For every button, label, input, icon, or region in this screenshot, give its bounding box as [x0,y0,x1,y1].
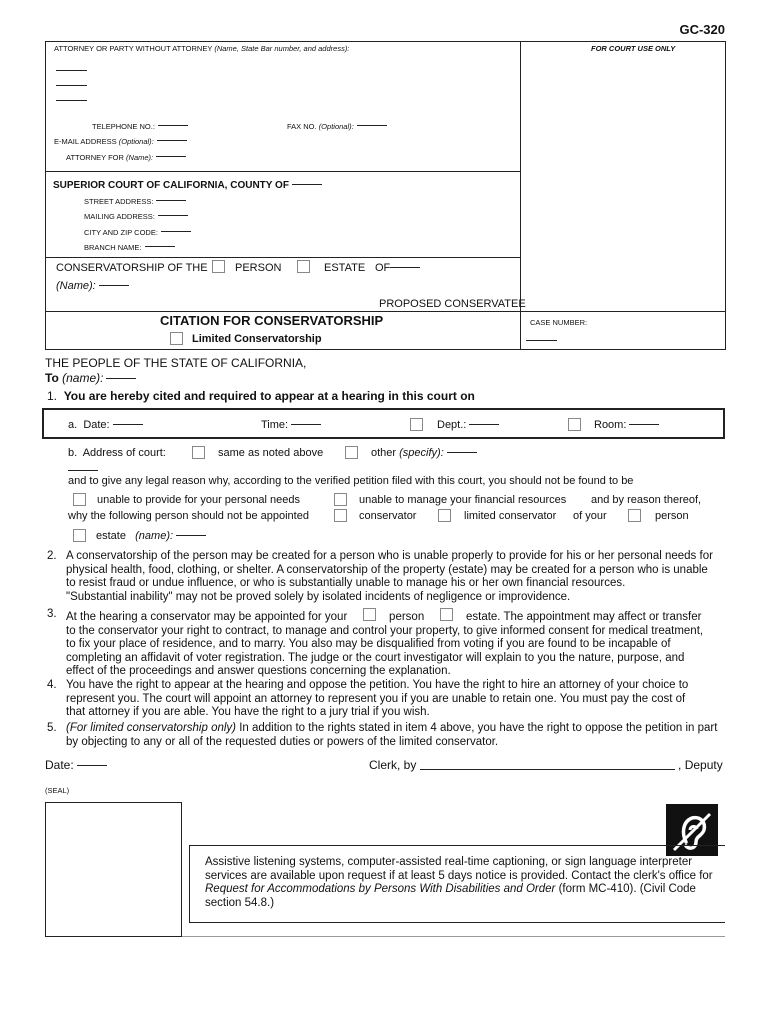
fax-field[interactable]: FAX NO. (Optional): [287,122,387,131]
clerk-signature-line [420,769,675,770]
attorney-label: ATTORNEY OR PARTY WITHOUT ATTORNEY (Name, State Bar number, and address): [54,44,350,53]
same-address-checkbox[interactable] [192,446,205,459]
people-heading: THE PEOPLE OF THE STATE OF CALIFORNIA, [45,356,307,370]
limited-conservatorship-label: Limited Conservatorship [192,333,322,345]
appoint-person-label: person [655,510,689,522]
document-title: CITATION FOR CONSERVATORSHIP [160,313,384,328]
item-4: 4. You have the right to appear at the hearing and oppose the petition. You have the right to hire an attorney of your choice to represent you. The court will appoint an attorney to represent you if you are unable to retain one. You must pay the cost of that attorney if you are able. You have the right to a jury trial if you wish. [47,679,689,718]
unable-personal-label: unable to provide for your personal needs [97,494,301,506]
date-field[interactable]: Date: [45,758,107,772]
unable-financial-label: unable to manage your financial resources [359,494,567,506]
item-3: 3. At the hearing a conservator may be appointed for your person estate. The appointment may affect or transfer to the conservator your right to contract, to manage and control your property, to give informed consent for medical treatment, to fix your place of residence, and to marry. You also may be disqualified from voting if you are found to be incapable of completing an affidavit of voter registration. The judge or the court investigator will explain to you the nature, purpose, and effect of the proceedings and answer questions concerning the explanation. [47,608,704,677]
branch-field[interactable]: BRANCH NAME: [84,243,175,252]
other-address-line[interactable] [68,470,98,471]
hearing-dept-field[interactable]: Dept.: [437,419,499,431]
telephone-field[interactable]: TELEPHONE NO.: [92,122,188,131]
street-field[interactable]: STREET ADDRESS: [84,197,186,206]
court-use-label: FOR COURT USE ONLY [591,44,676,53]
court-address-label: b. Address of court: [68,447,166,459]
room-checkbox[interactable] [568,418,581,431]
conservator-checkbox[interactable] [334,509,347,522]
hearing-room-field[interactable]: Room: [594,419,659,431]
other-address-checkbox[interactable] [345,446,358,459]
limited-conservatorship-checkbox[interactable] [170,332,183,345]
appoint-person-checkbox[interactable] [628,509,641,522]
email-field[interactable]: E-MAIL ADDRESS (Optional): [54,137,187,146]
case-number-line[interactable] [526,340,557,341]
dept-checkbox[interactable] [410,418,423,431]
conservatee-name-field[interactable]: (Name): [56,280,129,292]
attorney-address-line [56,85,87,86]
of-field[interactable]: OF [375,262,420,274]
assistive-services-text: Assistive listening systems, computer-assisted real-time captioning, or sign language interpreter services are available upon request if at least 5 days notice is provided. Contact the clerk's office for Request for Accommodations by Persons With Disabilities and Order (form MC-410). (Civil Code section 54.8.) [205,856,713,909]
conservatorship-of-label: CONSERVATORSHIP OF THE [56,262,208,274]
item3-person-checkbox[interactable] [363,608,376,621]
appoint-estate-field[interactable]: estate (name): [96,530,206,542]
item-2: 2. A conservatorship of the person may be created for a person who is unable properly to provide for his or her personal needs for physical health, food, clothing, or shelter. A conservatorship of the property (estate) may be created for a person who is unable to resist fraud or undue influence, or who is substantially unable to manage his or her own financial resources. "Substantial inability" may not be proved solely by isolated incidents of negligence or improvidence. [47,550,713,603]
of-your-label: of your [573,510,607,522]
item-1-heading: 1. You are hereby cited and required to appear at a hearing in this court on [47,389,475,403]
hearing-date-field[interactable]: a. Date: [68,419,143,431]
same-address-label: same as noted above [218,447,324,459]
other-address-field[interactable]: other (specify): [371,447,477,459]
proposed-conservatee-label: PROPOSED CONSERVATEE [379,298,526,310]
city-zip-field[interactable]: CITY AND ZIP CODE: [84,228,191,237]
seal-label: (SEAL) [45,786,70,795]
item3-estate-checkbox[interactable] [440,608,453,621]
appoint-estate-checkbox[interactable] [73,529,86,542]
hearing-time-field[interactable]: Time: [261,419,321,431]
attorney-for-field[interactable]: ATTORNEY FOR (Name): [66,153,186,162]
reason-text: and to give any legal reason why, according to the verified petition filed with this court, you should not be found to be [68,475,634,487]
limited-conservator-checkbox[interactable] [438,509,451,522]
attorney-name-line [56,70,87,71]
seal-box [45,802,182,936]
to-name-field[interactable]: To (name): [45,371,136,385]
court-title[interactable]: SUPERIOR COURT OF CALIFORNIA, COUNTY OF [53,180,322,191]
item-5: 5. (For limited conservatorship only) In addition to the rights stated in item 4 above, you have the right to oppose the petition in part by objecting to any or all of the requested duties or powers of the limited conservator. [47,722,718,748]
case-number-label: CASE NUMBER: [530,318,588,327]
conservator-label: conservator [359,510,417,522]
person-label: PERSON [235,262,282,274]
form-number: GC-320 [679,22,725,37]
limited-conservator-label: limited conservator [464,510,557,522]
unable-personal-checkbox[interactable] [73,493,86,506]
by-reason-label: and by reason thereof, [591,494,702,506]
estate-checkbox[interactable] [297,260,310,273]
attorney-city-line [56,100,87,101]
why-label: why the following person should not be appointed [68,510,309,522]
unable-financial-checkbox[interactable] [334,493,347,506]
clerk-field[interactable]: Clerk, by , Deputy [369,758,723,772]
mailing-field[interactable]: MAILING ADDRESS: [84,212,188,221]
estate-label: ESTATE [324,262,366,274]
person-checkbox[interactable] [212,260,225,273]
